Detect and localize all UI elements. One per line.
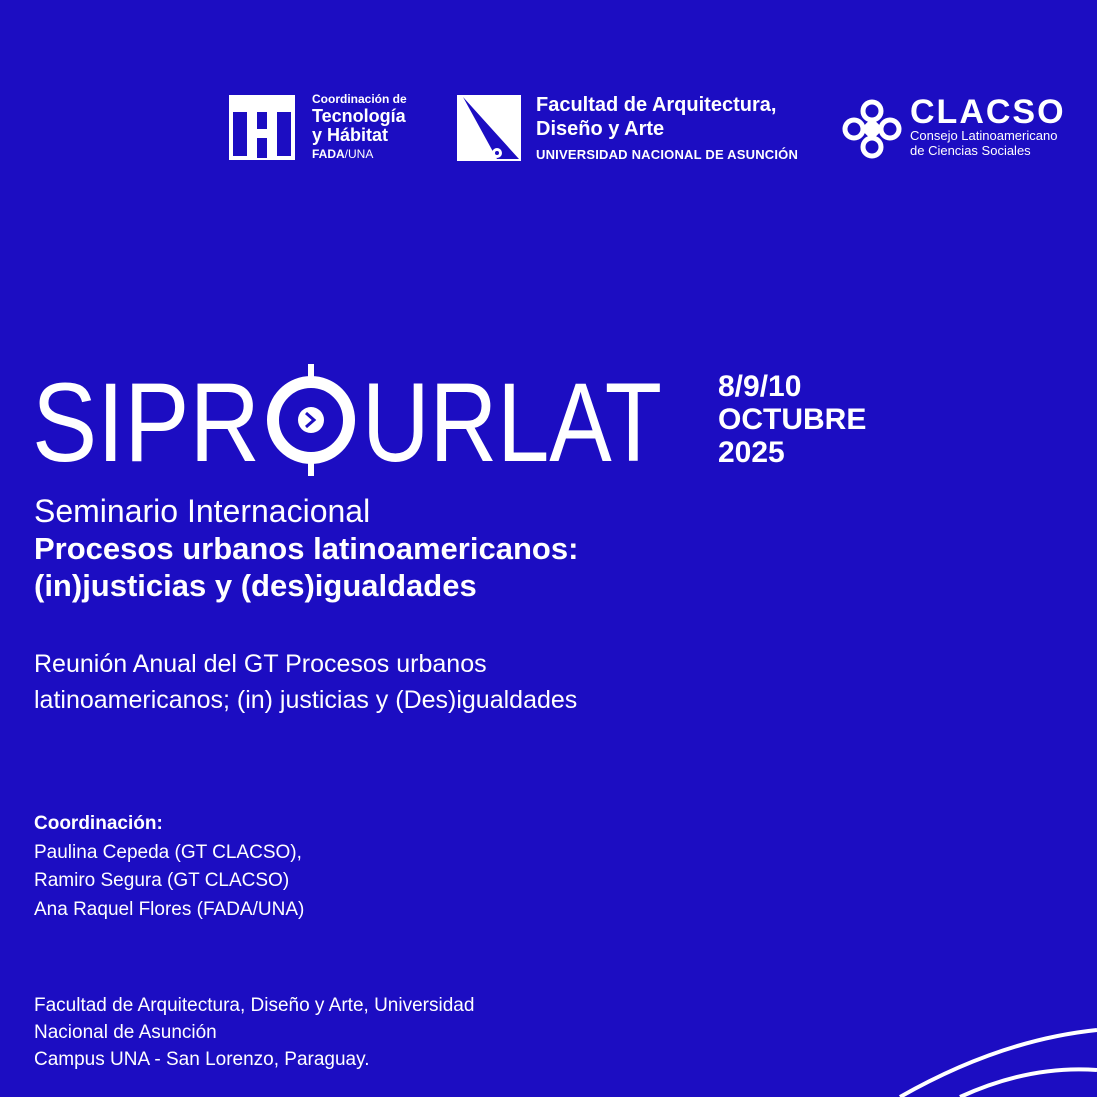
- coordinator-item: Ramiro Segura (GT CLACSO): [34, 870, 290, 891]
- seminar-title-line2: (in)justicias y (des)igualdades: [34, 568, 477, 603]
- date-days: 8/9/10: [718, 370, 802, 403]
- seminar-title-line1: Procesos urbanos latinoamericanos:: [34, 531, 579, 566]
- seminar-block: [34, 492, 578, 604]
- tecnologia-habitat-logo-text: [312, 93, 407, 160]
- venue-block: [34, 992, 474, 1073]
- meeting-line2: latinoamericanos; (in) justicias y (Des)igualdades: [34, 686, 578, 714]
- clacso-logo-icon: [842, 99, 902, 159]
- title-part1: SIPR: [32, 360, 260, 485]
- clacso-sub2: de Ciencias Sociales: [910, 143, 1031, 158]
- logo-fada-line3: UNIVERSIDAD NACIONAL DE ASUNCIÓN: [536, 147, 799, 162]
- logo-fada-line1: Facultad de Arquitectura,: [536, 94, 777, 116]
- coordinator-item: Paulina Cepeda (GT CLACSO),: [34, 841, 302, 863]
- coordinator-item: Ana Raquel Flores (FADA/UNA): [34, 898, 305, 920]
- seminar-label: Seminario Internacional: [34, 493, 371, 529]
- venue-line: Facultad de Arquitectura, Diseño y Arte, Universidad: [34, 995, 475, 1016]
- event-dates: [718, 370, 866, 469]
- meeting-description: [34, 646, 734, 718]
- logo-th-line2: Tecnología: [312, 106, 406, 126]
- logo-th-fada-una: FADA/UNA: [312, 147, 374, 161]
- logo-th-line1: Coordinación de: [312, 92, 407, 106]
- venue-line: Campus UNA - San Lorenzo, Paraguay.: [34, 1049, 370, 1070]
- clacso-logo-text: [910, 93, 1066, 158]
- fada-logo-text: [536, 93, 798, 162]
- tecnologia-habitat-logo-icon: [229, 95, 295, 160]
- title-part2: URLAT: [362, 360, 662, 485]
- logo-th-line3: y Hábitat: [312, 125, 389, 145]
- date-year: 2025: [718, 436, 785, 469]
- clacso-sub1: Consejo Latinoamericano: [910, 128, 1058, 143]
- date-month: OCTUBRE: [718, 403, 867, 436]
- coordination-block: [34, 810, 304, 924]
- logo-fada-line2: Diseño y Arte: [536, 118, 665, 140]
- fada-logo-icon: [457, 95, 521, 161]
- decorative-arcs-icon: [880, 1000, 1097, 1097]
- meeting-line1: Reunión Anual del GT Procesos urbanos: [34, 650, 487, 678]
- target-o-icon: [273, 364, 349, 476]
- siprourlat-wordmark: [32, 358, 672, 485]
- clacso-name: CLACSO: [910, 93, 1066, 131]
- coordination-heading: Coordinación:: [34, 813, 163, 834]
- venue-line: Nacional de Asunción: [34, 1022, 217, 1043]
